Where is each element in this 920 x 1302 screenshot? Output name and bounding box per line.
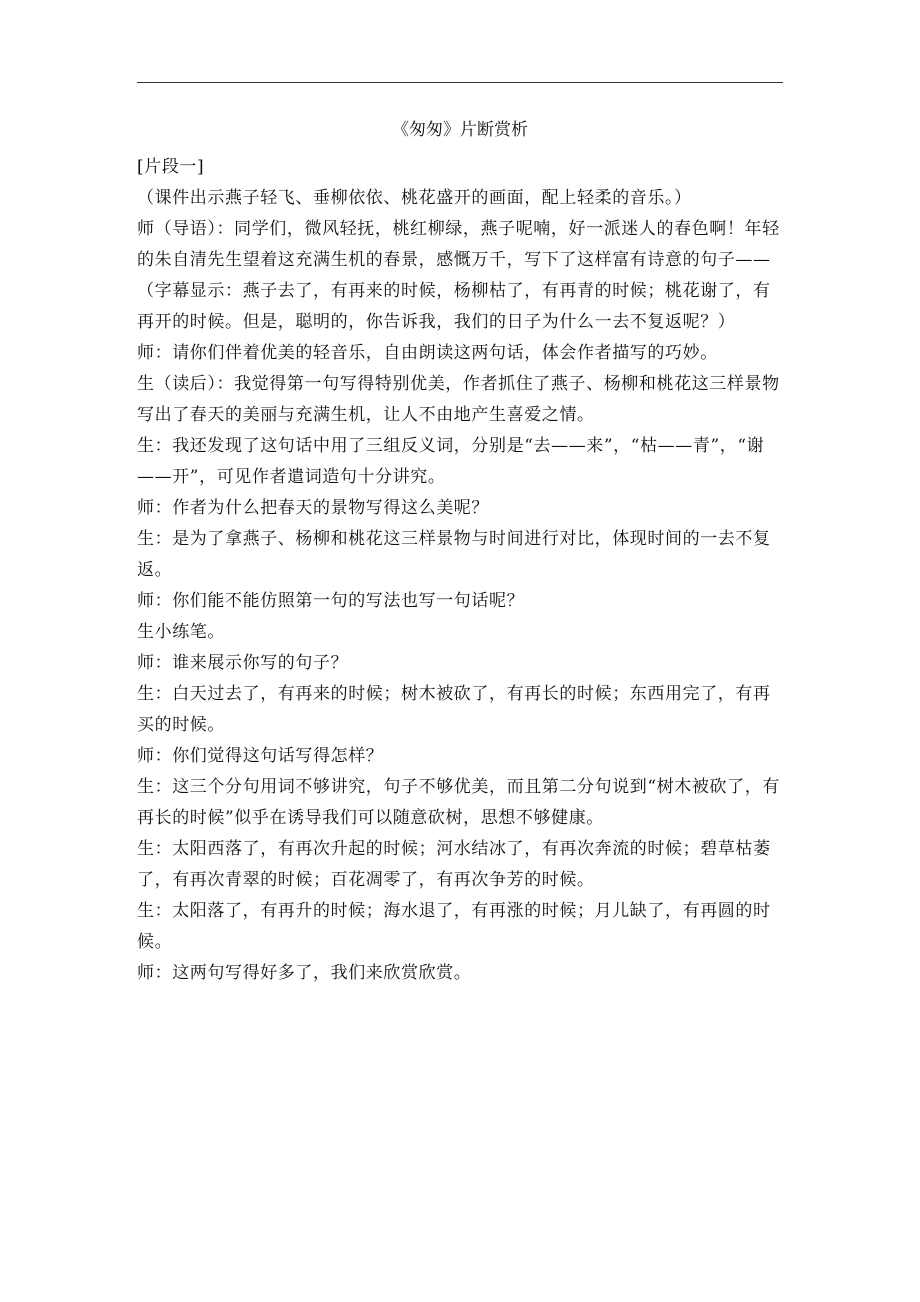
- paragraph-student-critique: 生：这三个分句用词不够讲究，句子不够优美，而且第二分句说到“树木被砍了，有再长的时候”似乎在诱导我们可以随意砍树，思想不够健康。: [137, 777, 780, 828]
- paragraph-teacher-conclusion: 师：这两句写得好多了，我们来欣赏欣赏。: [137, 963, 472, 983]
- paragraph-teacher-imitation-prompt: 师：你们能不能仿照第一句的写法也写一句话呢？: [137, 591, 525, 611]
- document-body: [137, 152, 783, 989]
- paragraph-section-label: [片段一]: [137, 157, 205, 177]
- header-rule: [137, 82, 783, 83]
- paragraph-teacher-question: 师：作者为什么把春天的景物写得这么美呢？: [137, 498, 489, 518]
- paragraph-student-reading-response: 生（读后）：我觉得第一句写得特别优美，作者抓住了燕子、杨柳和桃花这三样景物写出了春天的美丽与充满生机，让人不由地产生喜爱之情。: [137, 374, 780, 425]
- paragraph-student-antonyms: 生：我还发现了这句话中用了三组反义词，分别是“去——来”，“枯——青”，“谢——开”，可见作者遣词造句十分讲究。: [137, 436, 765, 487]
- paragraph-teacher-intro: 师（导语）：同学们，微风轻抚，桃红柳绿，燕子呢喃，好一派迷人的春色啊！年轻的朱自清先生望着这充满生机的春景，感慨万千，写下了这样富有诗意的句子——（字幕显示：燕子去了，有再来的时候，杨柳枯了，有再青的时候；桃花谢了，有再开的时候。但是，聪明的，你告诉我，我们的日子为什么一去不复返呢？）: [137, 219, 780, 332]
- paragraph-stage-direction: （课件出示燕子轻飞、垂柳依依、桃花盛开的画面，配上轻柔的音乐。）: [137, 188, 692, 208]
- paragraph-teacher-evaluate-prompt: 师：你们觉得这句话写得怎样？: [137, 746, 384, 766]
- paragraph-teacher-reading-prompt: 师：请你们伴着优美的轻音乐，自由朗读这两句话，体会作者描写的巧妙。: [137, 343, 718, 363]
- document-title: 《匆匆》片断赏析: [392, 120, 528, 140]
- paragraph-student-sentence-1: 生：白天过去了，有再来的时候；树木被砍了，有再长的时候；东西用完了，有再买的时候。: [137, 684, 771, 735]
- paragraph-teacher-show-prompt: 师：谁来展示你写的句子？: [137, 653, 349, 673]
- paragraph-student-sentence-2: 生：太阳西落了，有再次升起的时候；河水结冰了，有再次奔流的时候；碧草枯萎了，有再次青翠的时候；百花凋零了，有再次争芳的时候。: [137, 839, 771, 890]
- paragraph-student-contrast: 生：是为了拿燕子、杨柳和桃花这三样景物与时间进行对比，体现时间的一去不复返。: [137, 529, 771, 580]
- paragraph-student-sentence-3: 生：太阳落了，有再升的时候；海水退了，有再涨的时候；月儿缺了，有再圆的时候。: [137, 901, 771, 952]
- paragraph-student-practice: 生小练笔。: [137, 622, 225, 642]
